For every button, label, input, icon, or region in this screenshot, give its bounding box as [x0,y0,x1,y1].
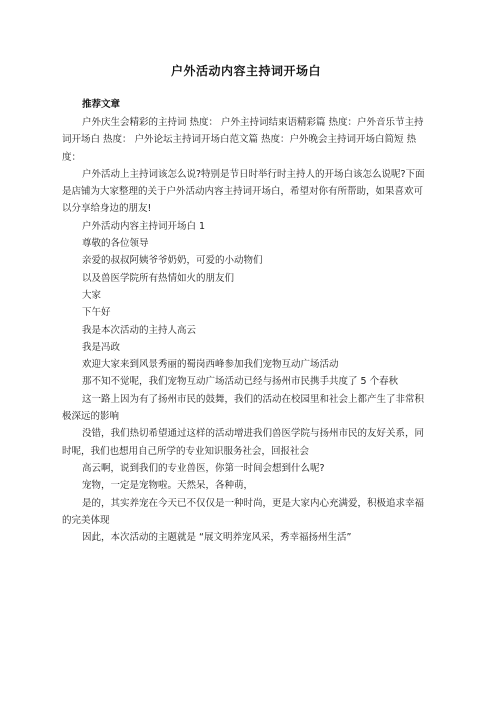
paragraph: 欢迎大家来到风景秀丽的蜀岗西峰参加我们宠物互动广场活动 [82,359,339,371]
paragraph: 我是冯政 [82,341,121,353]
paragraph: 是的，其实养宠在今天已不仅仅是一种时尚，更是大家内心充满爱，积极追求幸福的完美体现 [62,497,425,526]
paragraph: 我是本次活动的主持人高云 [82,324,197,336]
document-title: 户外活动内容主持词开场白 [170,64,321,78]
paragraph: 尊敬的各位领导 [82,238,149,250]
paragraph: 大家 [82,289,102,301]
paragraph: 户外活动上主持词该怎么说?特别是节日时举行时主持人的开场白该怎么说呢?下面是店铺为大家整理的关于户外活动内容主持词开场白，希望对你有所帮助，如果喜欢可以分享给身边的朋友! [62,168,425,215]
paragraph: 宠物，一定是宠物啦。天然呆，各种萌， [82,480,254,492]
paragraph: 那不知不觉呢，我们宠物互动广场活动已经与扬州市民携手共度了 5 个春秋 [82,376,399,388]
paragraph: 这一路上因为有了扬州市民的鼓舞，我们的活动在校园里和社会上都产生了非常积极深远的影响 [62,393,425,423]
paragraph: 没错，我们热切希望通过这样的活动增进我们兽医学院与扬州市民的友好关系，同时呢，我们也想用自己所学的专业知识服务社会，回报社会 [62,428,425,457]
paragraph: 下午好 [82,307,111,319]
document-body [62,114,430,546]
paragraph: 户外活动内容主持词开场白 1 [82,220,206,232]
paragraph: 户外庆生会精彩的主持词 热度： 户外主持词结束语精彩篇 热度：户外音乐节主持词开场白 热度： 户外论坛主持词开场白范文篇 热度：户外晚会主持词开场白简短 热度： [62,117,424,163]
paragraph: 亲爱的叔叔阿姨爷爷奶奶，可爱的小动物们 [82,255,263,267]
section-heading: 推荐文章 [82,99,121,110]
paragraph: 因此，本次活动的主题就是 “展文明养宠风采，秀幸福扬州生活” [82,532,352,544]
paragraph: 以及兽医学院所有热情如火的朋友们 [82,272,235,284]
paragraph: 高云啊，说到我们的专业兽医，你第一时间会想到什么呢? [82,462,325,474]
